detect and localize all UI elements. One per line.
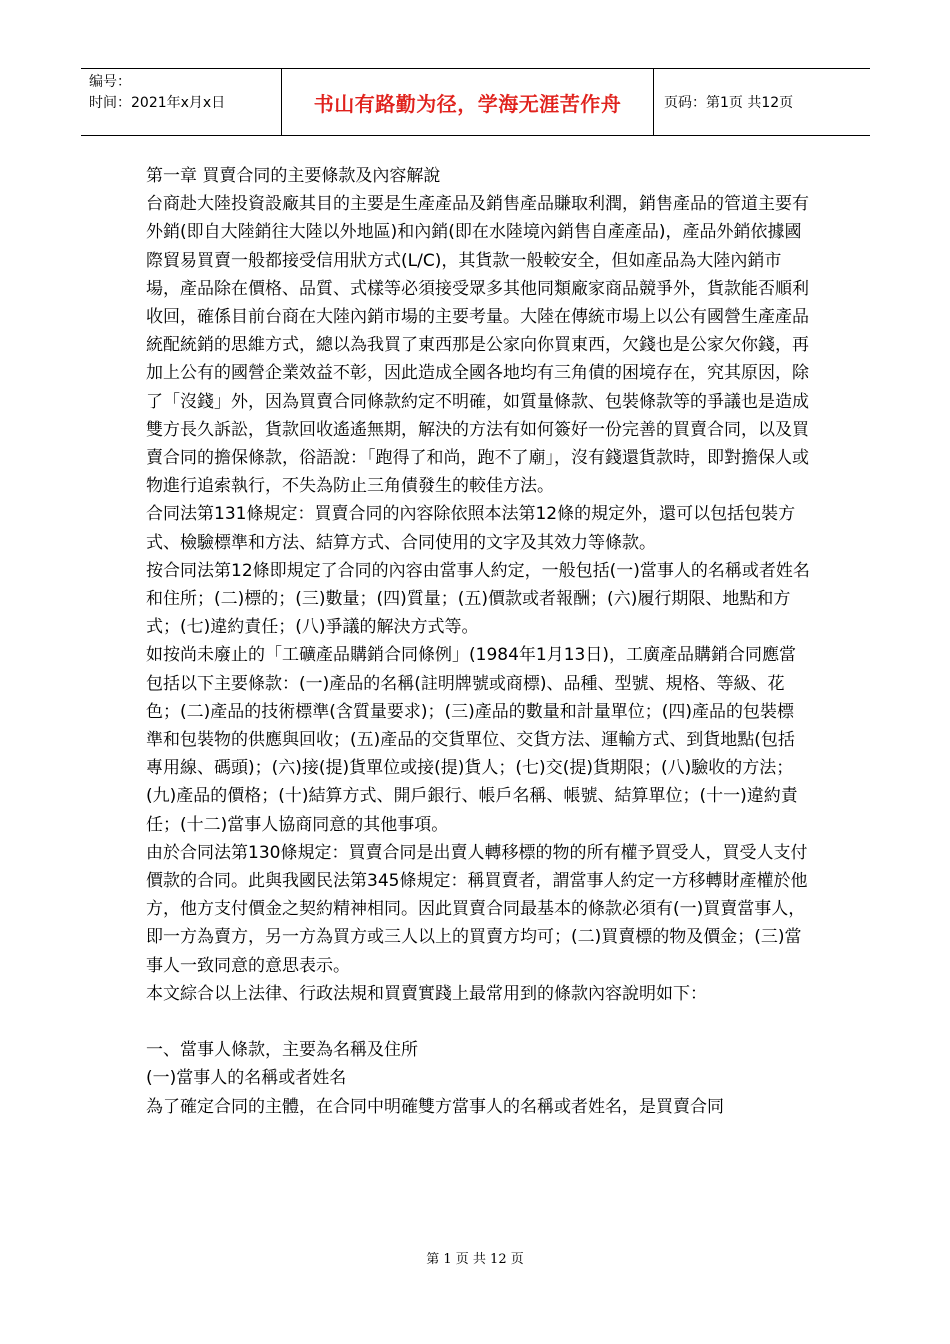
- section-heading: 一、當事人條款，主要為名稱及住所: [146, 1040, 418, 1061]
- subsection-heading: (一)當事人的名稱或者姓名: [146, 1068, 347, 1089]
- body-paragraph: 為了確定合同的主體，在合同中明確雙方當事人的名稱或者姓名，是買賣合同: [146, 1096, 724, 1117]
- header-meta: [81, 69, 281, 135]
- document-number-label: 编号：: [89, 74, 131, 90]
- header-motto: 书山有路勤为径，学海无涯苦作舟: [281, 69, 654, 135]
- body-paragraph: 如按尚未廢止的「工礦產品購銷合同條例」(1984年1月13日)，工廣產品購銷合同應當包括以下主要條款：(一)產品的名稱(註明牌號或商標)、品種、型號、規格、等級、花色；(二)產品的技術標準(含質量要求)；(三)產品的數量和計量單位；(四)產品的包裝標準和包裝物的供應與回收；(五)產品的交貨單位、交貨方法、運輸方式、到貨地點(包括專用線、碼頭)；(六)接(提)貨單位或接(提)貨人；(七)交(提)貨期限；(八)驗收的方法；(九)產品的價格；(十)結算方式、開戶銀行、帳戶名稱、帳號、結算單位；(十一)違約責任；(十二)當事人協商同意的其他事項。: [146, 645, 798, 835]
- chapter-title: 第一章 買賣合同的主要條款及內容解說: [146, 166, 441, 186]
- body-paragraph: 台商赴大陸投資設廠其目的主要是生產產品及銷售產品賺取利潤，銷售產品的管道主要有外銷(即自大陸銷往大陸以外地區)和內銷(即在水陸境內銷售自產產品)，產品外銷依據國際貿易買賣一般都接受信用狀方式(L/C)，其貨款一般較安全，但如產品為大陸內銷市場，產品除在價格、品質、式樣等必須接受眾多其他同類廠家商品競爭外，貨款能否順利收回，確係目前台商在大陸內銷市場的主要考量。大陸在傳統市場上以公有國營生產產品統配統銷的思維方式，總以為我買了東西那是公家向你買東西，欠錢也是公家欠你錢，再加上公有的國營企業效益不彰，因此造成全國各地均有三角債的困境存在，究其原因，除了「沒錢」外，因為買賣合同條款約定不明確，如質量條款、包裝條款等的爭議也是造成雙方長久訴訟，貨款回收遙遙無期，解決的方法有如何簽好一份完善的買賣合同，以及買賣合同的擔保條款，俗語說：「跑得了和尚，跑不了廟」，沒有錢還貨款時，即對擔保人或物進行追索執行，不失為防止三角債發生的較佳方法。: [146, 194, 809, 497]
- header-table: [81, 68, 870, 136]
- header-page-info: 页码：第1页 共12页: [664, 95, 794, 111]
- body-paragraph: 合同法第131條規定：買賣合同的內容除依照本法第12條的規定外，還可以包括包裝方式、檢驗標準和方法、結算方式、合同使用的文字及其效力等條款。: [146, 504, 796, 553]
- document-date: 时间：2021年x月x日: [89, 95, 226, 111]
- page-footer: 第 1 页 共 12 页: [426, 1252, 524, 1267]
- body-paragraph: 由於合同法第130條規定：買賣合同是出賣人轉移標的物的所有權予買受人，買受人支付價款的合同。此與我國民法第345條規定：稱買賣者，謂當事人約定一方移轉財產權於他方，他方支付價金之契約精神相同。因此買賣合同最基本的條款必須有(一)買賣當事人，即一方為賣方，另一方為買方或三人以上的買賣方均可；(二)買賣標的物及價金；(三)當事人一致同意的意思表示。: [146, 842, 808, 976]
- body-paragraph: 按合同法第12條即規定了合同的內容由當事人約定，一般包括(一)當事人的名稱或者姓名和住所；(二)標的；(三)數量；(四)質量；(五)價款或者報酬；(六)履行期限、地點和方式；(七)違約責任；(八)爭議的解決方式等。: [146, 560, 810, 638]
- document-body: [146, 162, 810, 1121]
- body-paragraph: 本文綜合以上法律、行政法規和買賣實踐上最常用到的條款內容說明如下：: [146, 983, 707, 1004]
- blank-line: [146, 1008, 810, 1036]
